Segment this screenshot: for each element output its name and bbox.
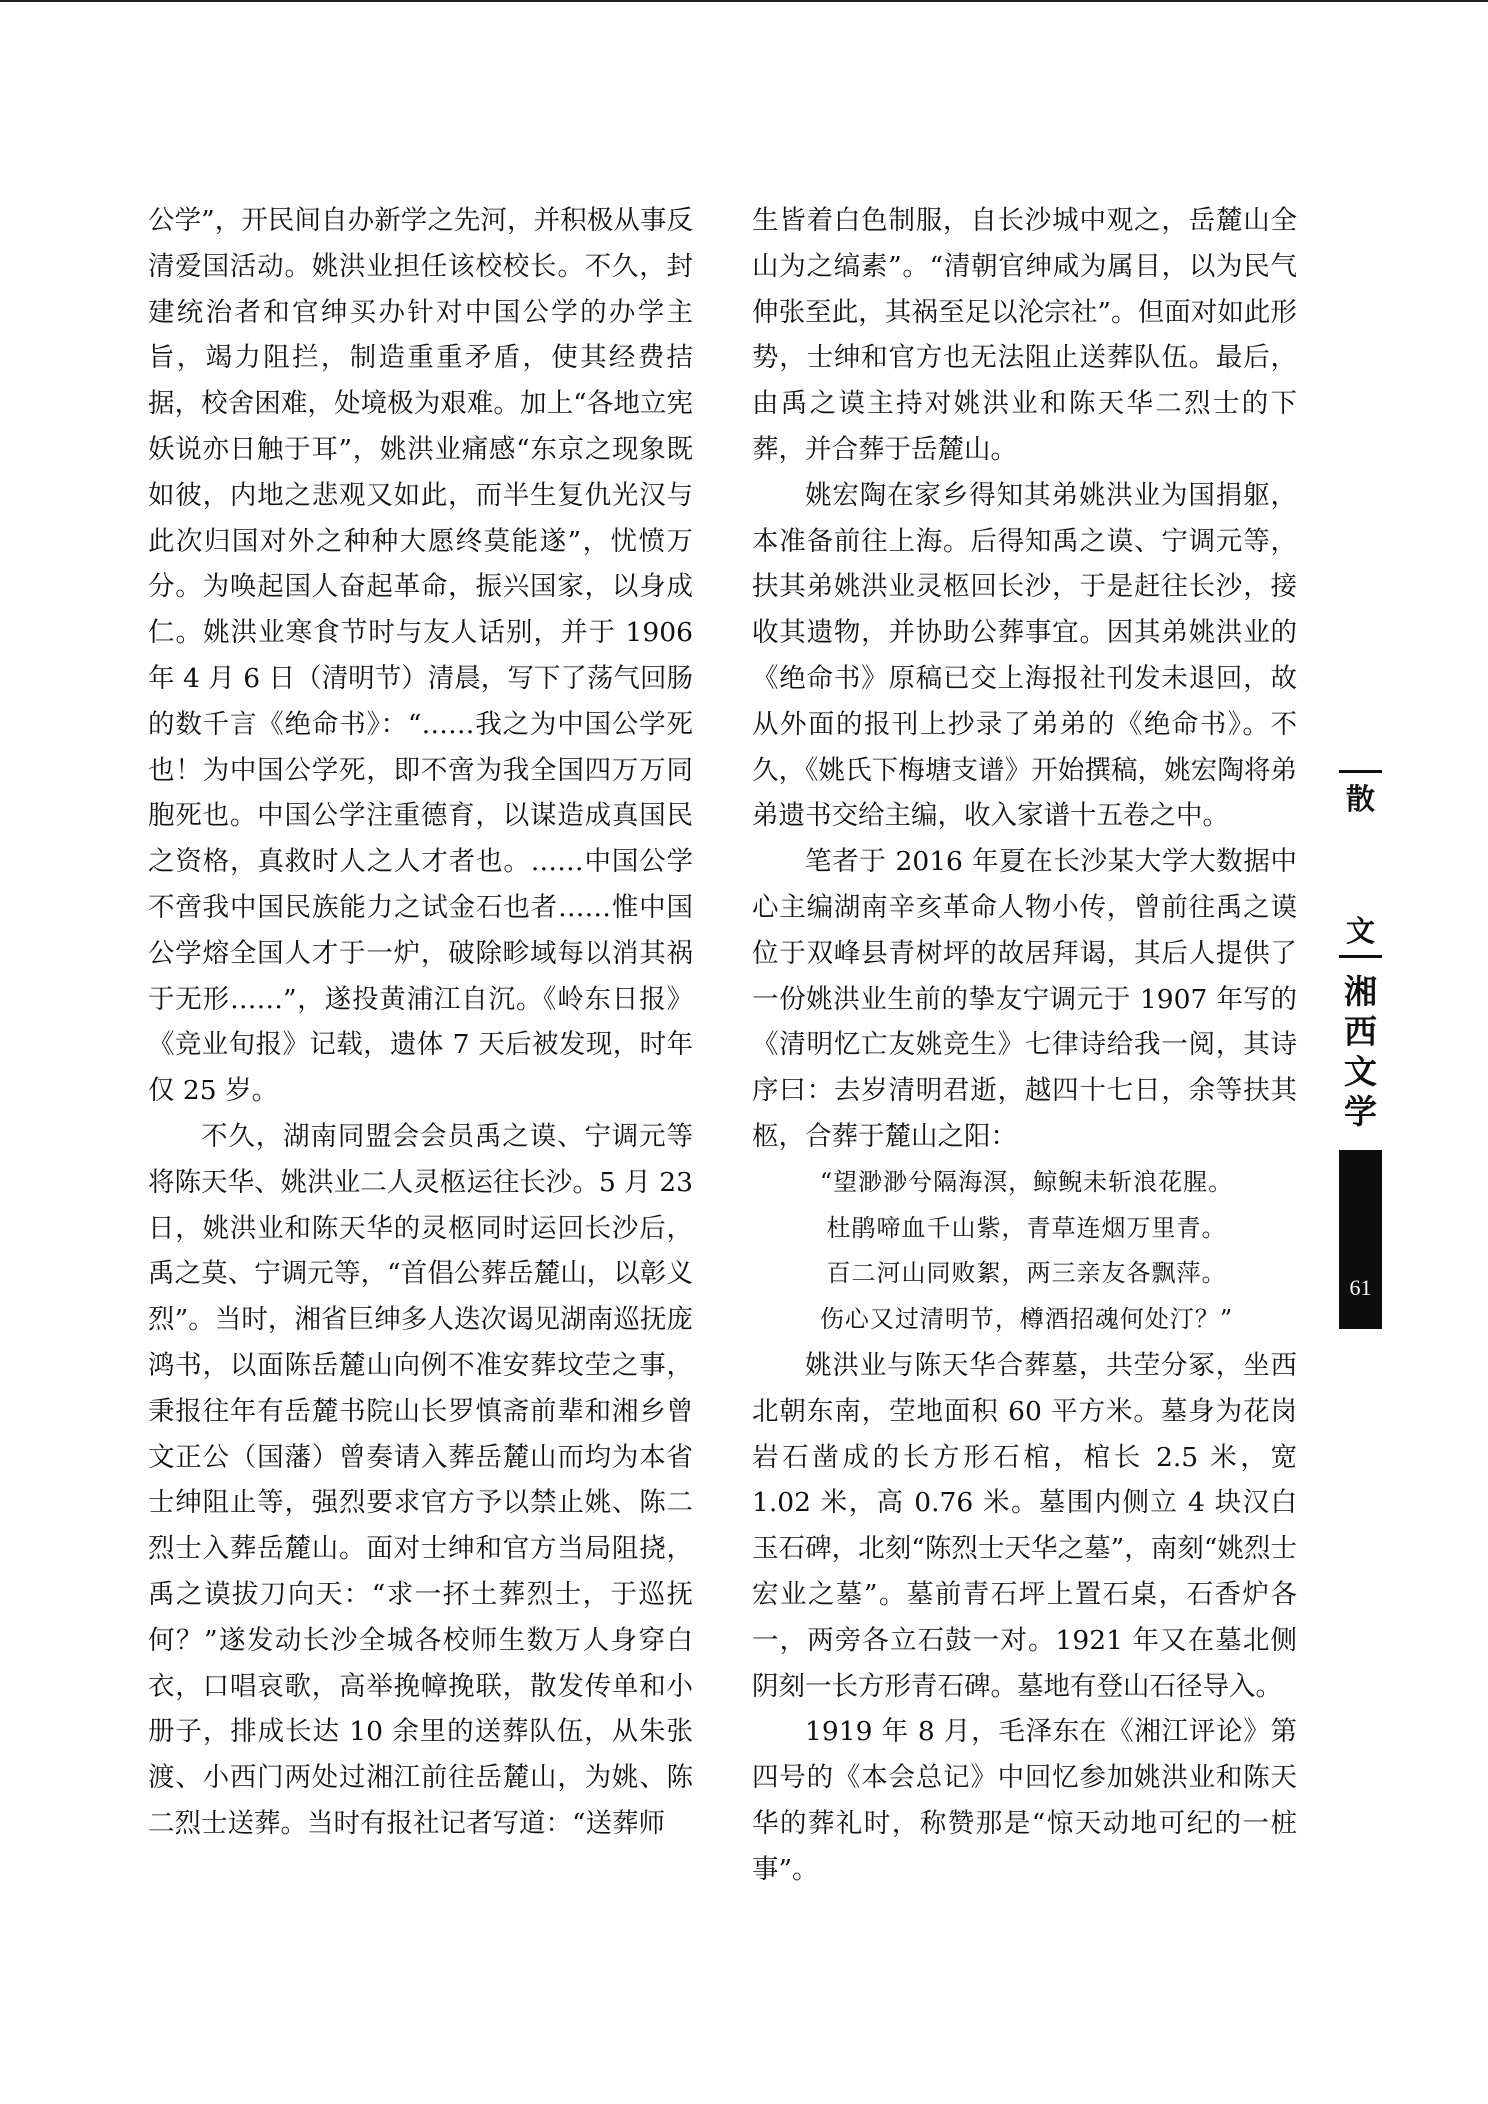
left-paragraph-2: 不久，湖南同盟会会员禹之谟、宁调元等将陈天华、姚洪业二人灵柩运往长沙。5 月 23 日，姚洪业和陈天华的灵柩同时运回长沙后，禹之莫、宁调元等，“首倡公葬岳麓山，以彰义烈”。当时，湘省巨绅多人迭次谒见湖南巡抚庞鸿书，以面陈岳麓山向例不准安葬坟茔之事，秉报往年有岳麓书院山长罗慎斋前辈和湘乡曾文正公（国藩）曾奏请入葬岳麓山而均为本省士绅阻止等，强烈要求官方予以禁止姚、陈二烈士入葬岳麓山。面对士绅和官方当局阻挠，禹之谟拔刀向天：“求一抔土葬烈士，于巡抚何？”遂发动长沙全城各校师生数万人身穿白衣，口唱哀歌，高举挽幛挽联，散发传单和小册子，排成长达 10 余里的送葬队伍，从朱张渡、小西门两处过湘江前往岳麓山，为姚、陈二烈士送葬。当时有报社记者写道：“送葬师 <box>148 1120 693 1839</box>
poem-block <box>752 1160 1297 1343</box>
sidebar-rule-top <box>1339 770 1382 773</box>
magazine-name-char: 湘 <box>1344 972 1377 1011</box>
page-number-block <box>1339 1150 1382 1329</box>
page-number: 61 <box>1349 1275 1372 1300</box>
section-label-char: 散 <box>1345 782 1375 816</box>
left-paragraph-1: 公学”，开民间自办新学之先河，并积极从事反清爱国活动。姚洪业担任该校校长。不久，封建统治者和官绅买办针对中国公学的办学主旨，竭力阻拦，制造重重矛盾，使其经费拮据，校舍困难，处境极为艰难。加上“各地立宪妖说亦日触于耳”，姚洪业痛感“东京之现象既如彼，内地之悲观又如此，而半生复仇光汉与此次归国对外之种种大愿终莫能遂”，忧愤万分。为唤起国人奋起革命，振兴国家，以身成仁。姚洪业寒食节时与友人话别，并于 1906 年 4 月 6 日（清明节）清晨，写下了荡气回肠的数千言《绝命书》：“……我之为中国公学死也！为中国公学死，即不啻为我全国四万万同胞死也。中国公学注重德育，以谋造成真国民之资格，真救时人之人才者也。……中国公学不啻我中国民族能力之试金石也者……惟中国公学熔全国人才于一炉，破除畛域每以消其祸于无形……”，遂投黄浦江自沉。《岭东日报》《竞业旬报》记载，遗体 7 天后被发现，时年仅 25 岁。 <box>148 205 693 1107</box>
poem-line: 百二河山同败絮，两三亲友各飘萍。 <box>826 1259 1227 1288</box>
section-sidebar <box>1339 770 1382 1132</box>
right-column <box>752 198 1297 1892</box>
magazine-name-char: 西 <box>1344 1012 1377 1051</box>
right-paragraph-4: 姚洪业与陈天华合葬墓，共茔分冢，坐西北朝东南，茔地面积 60 平方米。墓身为花岗岩石凿成的长方形石棺，棺长 2.5 米，宽 1.02 米，高 0.76 米。墓围内侧立 4 块汉白玉石碑，北刻“陈烈士天华之墓”，南刻“姚烈士宏业之墓”。墓前青石坪上置石桌，石香炉各一，两旁各立石鼓一对。1921 年又在墓北侧阴刻一长方形青石碑。墓地有登山石径导入。 <box>752 1349 1297 1702</box>
right-paragraph-5: 1919 年 8 月，毛泽东在《湘江评论》第四号的《本会总记》中回忆参加姚洪业和陈天华的葬礼时，称赞那是“惊天动地可纪的一桩事”。 <box>752 1716 1297 1885</box>
poem-line: 伤心又过清明节，樽酒招魂何处汀？” <box>819 1305 1234 1334</box>
right-paragraph-1: 生皆着白色制服，自长沙城中观之，岳麓山全山为之缟素”。“清朝官绅咸为属目，以为民气伸张至此，其祸至足以沦宗社”。但面对如此形势，士绅和官方也无法阻止送葬队伍。最后，由禹之谟主持对姚洪业和陈天华二烈士的下葬，并合葬于岳麓山。 <box>752 205 1297 465</box>
poem-line: 杜鹃啼血千山紫，青草连烟万里青。 <box>826 1213 1227 1242</box>
magazine-name-char: 学 <box>1344 1092 1377 1131</box>
right-paragraph-3: 笔者于 2016 年夏在长沙某大学大数据中心主编湖南辛亥革命人物小传，曾前往禹之谟位于双峰县青树坪的故居拜谒，其后人提供了一份姚洪业生前的挚友宁调元于 1907 年写的《清明忆亡友姚竞生》七律诗给我一阅，其诗序曰：去岁清明君逝，越四十七日，余等扶其柩，合葬于麓山之阳： <box>752 846 1297 1152</box>
section-label-char: 文 <box>1345 914 1375 948</box>
poem-line: “望渺渺兮隔海溟，鲸鲵未斩浪花腥。 <box>819 1167 1234 1196</box>
right-paragraph-2: 姚宏陶在家乡得知其弟姚洪业为国捐躯，本准备前往上海。后得知禹之谟、宁调元等，扶其弟姚洪业灵柩回长沙，于是赶往长沙，接收其遗物，并协助公葬事宜。因其弟姚洪业的《绝命书》原稿已交上海报社刊发未退回，故从外面的报刊上抄录了弟弟的《绝命书》。不久，《姚氏下梅塘支谱》开始撰稿，姚宏陶将弟弟遗书交给主编，收入家谱十五卷之中。 <box>752 479 1297 832</box>
left-column <box>148 198 693 1847</box>
top-border-line <box>0 0 1488 2</box>
magazine-name-char: 文 <box>1344 1052 1377 1091</box>
